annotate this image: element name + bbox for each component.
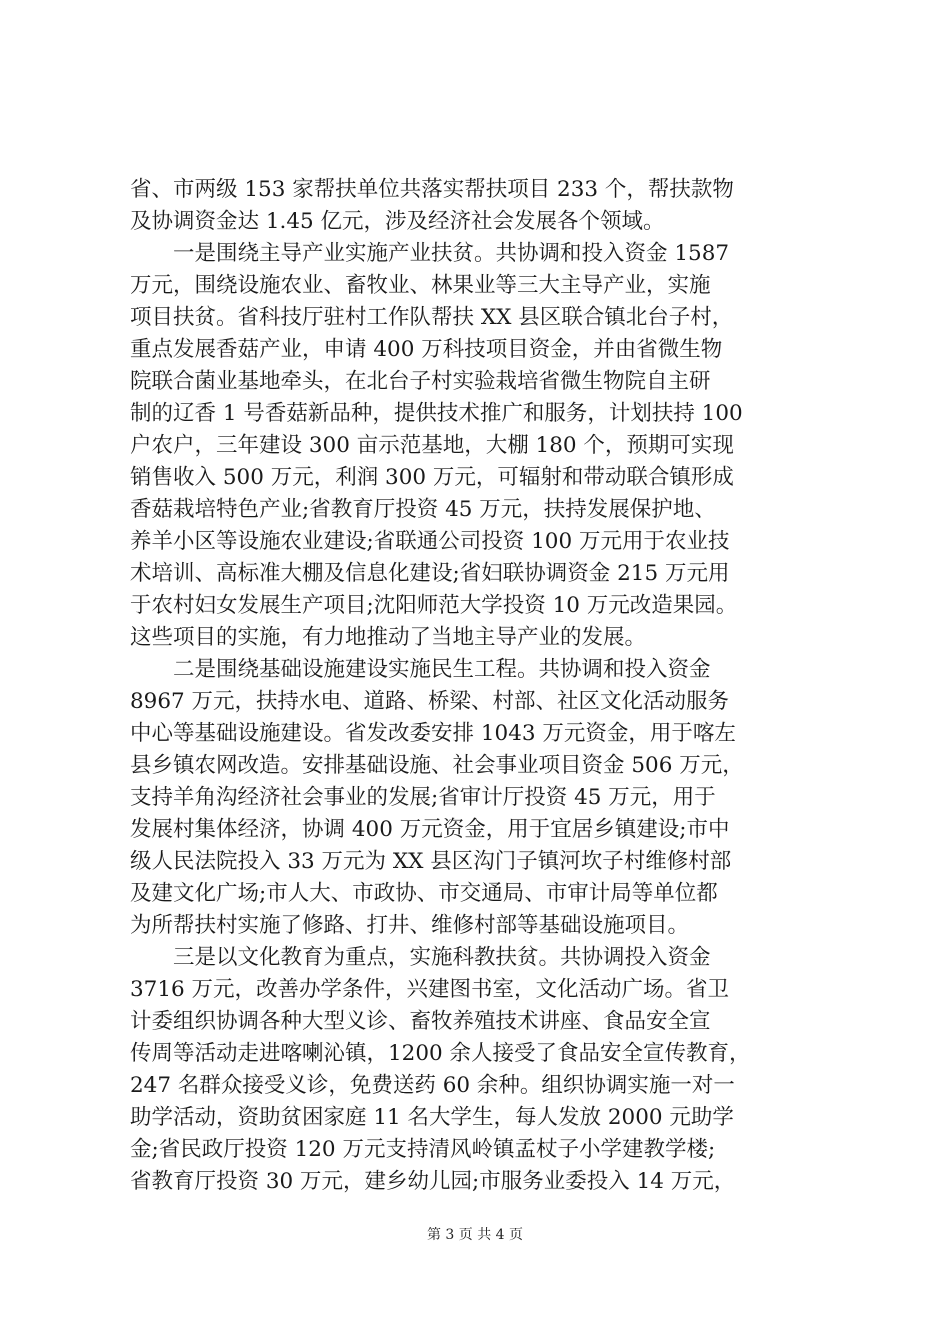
page-number-footer: 第 3 页 共 4 页 bbox=[426, 1227, 524, 1243]
body-text bbox=[130, 174, 830, 1198]
text-line: 万元，围绕设施农业、畜牧业、林果业等三大主导产业，实施 bbox=[130, 273, 711, 298]
paragraph-first-line: 一是围绕主导产业实施产业扶贫。共协调和投入资金 1587 bbox=[173, 241, 730, 266]
text-line: 支持羊角沟经济社会事业的发展;省审计厅投资 45 万元，用于 bbox=[130, 785, 716, 810]
text-line: 省、市两级 153 家帮扶单位共落实帮扶项目 233 个，帮扶款物 bbox=[130, 177, 734, 202]
text-line: 为所帮扶村实施了修路、打井、维修村部等基础设施项目。 bbox=[130, 913, 690, 938]
text-line: 8967 万元，扶持水电、道路、桥梁、村部、社区文化活动服务 bbox=[130, 689, 730, 714]
text-line: 及协调资金达 1.45 亿元，涉及经济社会发展各个领域。 bbox=[130, 209, 665, 234]
text-line: 发展村集体经济，协调 400 万元资金，用于宜居乡镇建设;市中 bbox=[130, 817, 730, 842]
paragraph-first-line: 二是围绕基础设施建设实施民生工程。共协调和投入资金 bbox=[173, 657, 711, 682]
text-line: 制的辽香 1 号香菇新品种，提供技术推广和服务，计划扶持 100 bbox=[130, 401, 743, 426]
text-line: 助学活动，资助贫困家庭 11 名大学生，每人发放 2000 元助学 bbox=[130, 1105, 734, 1130]
text-line: 养羊小区等设施农业建设;省联通公司投资 100 万元用于农业技 bbox=[130, 529, 730, 554]
text-line: 县乡镇农网改造。安排基础设施、社会事业项目资金 506 万元， bbox=[130, 753, 744, 778]
text-line: 传周等活动走进喀喇沁镇，1200 余人接受了食品安全宣传教育， bbox=[130, 1041, 751, 1066]
text-line: 省教育厅投资 30 万元，建乡幼儿园;市服务业委投入 14 万元， bbox=[130, 1169, 736, 1194]
text-line: 重点发展香菇产业，申请 400 万科技项目资金，并由省微生物 bbox=[130, 337, 723, 362]
text-line: 3716 万元，改善办学条件，兴建图书室，文化活动广场。省卫 bbox=[130, 977, 730, 1002]
text-line: 这些项目的实施，有力地推动了当地主导产业的发展。 bbox=[130, 625, 647, 650]
text-line: 销售收入 500 万元，利润 300 万元，可辐射和带动联合镇形成 bbox=[130, 465, 734, 490]
text-line: 247 名群众接受义诊，免费送药 60 余种。组织协调实施一对一 bbox=[130, 1073, 735, 1098]
text-line: 香菇栽培特色产业;省教育厅投资 45 万元，扶持发展保护地、 bbox=[130, 497, 716, 522]
text-line: 金;省民政厅投资 120 万元支持清风岭镇孟杖子小学建教学楼; bbox=[130, 1137, 716, 1162]
text-line: 于农村妇女发展生产项目;沈阳师范大学投资 10 万元改造果园。 bbox=[130, 593, 738, 618]
text-line: 及建文化广场;市人大、市政协、市交通局、市审计局等单位都 bbox=[130, 881, 718, 906]
text-line: 级人民法院投入 33 万元为 XX 县区沟门子镇河坎子村维修村部 bbox=[130, 849, 732, 874]
text-line: 院联合菌业基地牵头，在北台子村实验栽培省微生物院自主研 bbox=[130, 369, 711, 394]
text-line: 中心等基础设施建设。省发改委安排 1043 万元资金，用于喀左 bbox=[130, 721, 736, 746]
text-line: 计委组织协调各种大型义诊、畜牧养殖技术讲座、食品安全宣 bbox=[130, 1009, 711, 1034]
text-line: 术培训、高标准大棚及信息化建设;省妇联协调资金 215 万元用 bbox=[130, 561, 730, 586]
text-line: 项目扶贫。省科技厅驻村工作队帮扶 XX 县区联合镇北台子村， bbox=[130, 305, 734, 330]
paragraph-first-line: 三是以文化教育为重点，实施科教扶贫。共协调投入资金 bbox=[173, 945, 711, 970]
text-line: 户农户，三年建设 300 亩示范基地，大棚 180 个，预期可实现 bbox=[130, 433, 734, 458]
